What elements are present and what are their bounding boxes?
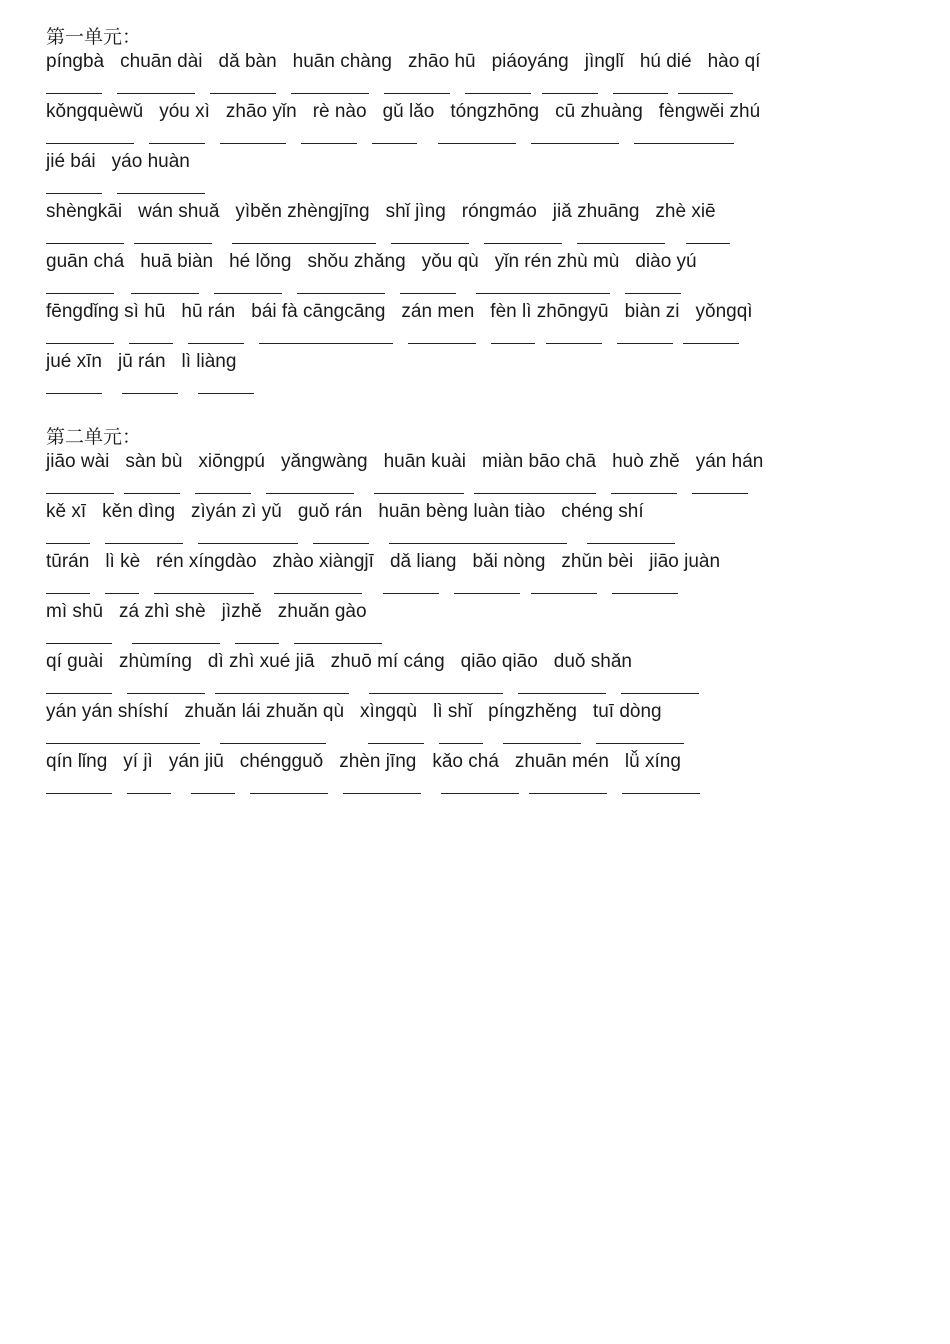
pinyin-word: cū zhuàng (555, 101, 643, 122)
answer-blank[interactable] (587, 543, 675, 544)
pinyin-word: gǔ lǎo (382, 101, 435, 122)
pinyin-word: huò zhě (612, 451, 680, 472)
pinyin-word: zán men (401, 301, 475, 322)
pinyin-word: yí jì (123, 751, 153, 772)
pinyin-word: rè nào (312, 101, 367, 122)
answer-blank[interactable] (518, 693, 606, 694)
answer-blank[interactable] (531, 143, 619, 144)
answer-blank-row (46, 624, 906, 650)
pinyin-word: bǎi nòng (472, 551, 546, 572)
answer-blank[interactable] (301, 143, 357, 144)
answer-blank[interactable] (105, 593, 139, 594)
pinyin-word: xìngqù (360, 701, 418, 722)
pinyin-word: jiāo wài (46, 451, 110, 472)
unit-2 (46, 424, 906, 800)
pinyin-word: sàn bù (125, 451, 183, 472)
answer-blank-row (46, 374, 906, 400)
answer-blank[interactable] (134, 243, 212, 244)
pinyin-word: lǚ xíng (624, 751, 681, 772)
answer-blank[interactable] (384, 93, 450, 94)
pinyin-word: zá zhì shè (119, 601, 206, 622)
answer-blank-row (46, 224, 906, 250)
answer-blank[interactable] (611, 493, 677, 494)
pinyin-word: biàn zi (624, 301, 680, 322)
answer-blank[interactable] (46, 293, 114, 294)
answer-blank[interactable] (297, 293, 385, 294)
pinyin-row (46, 200, 906, 224)
answer-blank[interactable] (105, 543, 183, 544)
answer-blank[interactable] (215, 693, 349, 694)
answer-blank[interactable] (465, 93, 531, 94)
answer-blank[interactable] (596, 743, 684, 744)
pinyin-word: huān bèng luàn tiào (378, 501, 546, 522)
answer-blank[interactable] (389, 543, 567, 544)
answer-blank[interactable] (232, 243, 376, 244)
pinyin-row (46, 50, 906, 74)
answer-blank[interactable] (343, 793, 421, 794)
pinyin-row (46, 350, 906, 374)
answer-blank[interactable] (250, 793, 328, 794)
pinyin-word: chéngguǒ (239, 751, 324, 772)
pinyin-word: mì shū (46, 601, 104, 622)
answer-blank[interactable] (46, 543, 90, 544)
answer-blank-row (46, 674, 906, 700)
answer-blank[interactable] (683, 343, 739, 344)
answer-blank[interactable] (46, 643, 112, 644)
pinyin-word: yìběn zhèngjīng (235, 201, 370, 222)
answer-blank[interactable] (291, 93, 369, 94)
answer-blank[interactable] (454, 593, 520, 594)
answer-blank[interactable] (131, 293, 199, 294)
pinyin-word: yóu xì (159, 101, 210, 122)
pinyin-word: zhào xiàngjī (272, 551, 374, 572)
pinyin-row (46, 750, 906, 774)
answer-blank-row (46, 774, 906, 800)
pinyin-row (46, 300, 906, 324)
answer-blank-row (46, 174, 906, 200)
answer-blank-row (46, 574, 906, 600)
pinyin-word: zhuō mí cáng (330, 651, 445, 672)
answer-blank[interactable] (46, 143, 134, 144)
unit-title: 第一单元： (46, 26, 142, 48)
answer-blank[interactable] (127, 793, 171, 794)
pinyin-word: jié bái (46, 151, 96, 172)
pinyin-word: zhèn jīng (339, 751, 417, 772)
answer-blank[interactable] (191, 793, 235, 794)
pinyin-row (46, 450, 906, 474)
answer-blank[interactable] (617, 343, 673, 344)
answer-blank[interactable] (198, 543, 298, 544)
pinyin-word: kě xī (46, 501, 87, 522)
answer-blank[interactable] (622, 793, 700, 794)
answer-blank[interactable] (122, 393, 178, 394)
pinyin-word: yǐn rén zhù mù (494, 251, 620, 272)
pinyin-row (46, 700, 906, 724)
answer-blank[interactable] (678, 93, 733, 94)
answer-blank[interactable] (374, 493, 464, 494)
answer-blank[interactable] (476, 293, 610, 294)
pinyin-row (46, 100, 906, 124)
pinyin-word: xiōngpú (198, 451, 265, 472)
pinyin-word: kǒngquèwǔ (46, 101, 144, 122)
answer-blank[interactable] (692, 493, 748, 494)
answer-blank[interactable] (613, 93, 668, 94)
pinyin-word: kǎo chá (432, 751, 499, 772)
answer-blank[interactable] (441, 793, 519, 794)
pinyin-word: jiāo juàn (649, 551, 721, 572)
answer-blank[interactable] (313, 543, 369, 544)
answer-blank-row (46, 74, 906, 100)
answer-blank[interactable] (214, 293, 282, 294)
pinyin-word: jiǎ zhuāng (552, 201, 640, 222)
answer-blank[interactable] (634, 143, 734, 144)
pinyin-word: píngzhěng (488, 701, 577, 722)
answer-blank-row (46, 724, 906, 750)
pinyin-word: zhè xiē (655, 201, 716, 222)
answer-blank[interactable] (46, 693, 112, 694)
pinyin-word: huān kuài (383, 451, 467, 472)
answer-blank[interactable] (46, 243, 124, 244)
pinyin-word: dǎ bàn (218, 51, 277, 72)
answer-blank[interactable] (46, 593, 90, 594)
answer-blank[interactable] (369, 693, 503, 694)
answer-blank[interactable] (46, 343, 114, 344)
pinyin-word: hū rán (181, 301, 236, 322)
pinyin-row (46, 600, 906, 624)
answer-blank-row (46, 324, 906, 350)
answer-blank[interactable] (400, 293, 456, 294)
pinyin-word: qín lǐng (46, 751, 108, 772)
pinyin-word: fèn lì zhōngyū (490, 301, 609, 322)
pinyin-word: yǒu qù (421, 251, 479, 272)
pinyin-word: kěn dìng (102, 501, 176, 522)
pinyin-word: guǒ rán (297, 501, 363, 522)
answer-blank[interactable] (188, 343, 244, 344)
pinyin-word: shǐ jìng (385, 201, 446, 222)
answer-blank[interactable] (621, 693, 699, 694)
answer-blank[interactable] (132, 643, 220, 644)
pinyin-word: zhāo yǐn (225, 101, 297, 122)
answer-blank[interactable] (259, 343, 393, 344)
answer-blank[interactable] (46, 393, 102, 394)
answer-blank[interactable] (266, 493, 354, 494)
pinyin-word: shèngkāi (46, 201, 123, 222)
answer-blank-row (46, 524, 906, 550)
answer-blank[interactable] (117, 93, 195, 94)
answer-blank[interactable] (372, 143, 417, 144)
pinyin-word: zìyán zì yǔ (191, 501, 282, 522)
answer-blank[interactable] (274, 593, 362, 594)
answer-blank[interactable] (124, 493, 180, 494)
pinyin-word: huān chàng (292, 51, 392, 72)
pinyin-word: yán jiū (168, 751, 224, 772)
answer-blank[interactable] (439, 743, 483, 744)
answer-blank[interactable] (391, 243, 469, 244)
answer-blank[interactable] (542, 93, 598, 94)
answer-blank[interactable] (368, 743, 424, 744)
pinyin-word: jū rán (117, 351, 166, 372)
answer-blank[interactable] (438, 143, 516, 144)
answer-blank[interactable] (474, 493, 596, 494)
answer-blank[interactable] (46, 743, 200, 744)
pinyin-word: yán yán shíshí (46, 701, 169, 722)
answer-blank-row (46, 474, 906, 500)
pinyin-word: guān chá (46, 251, 125, 272)
pinyin-word: jué xīn (46, 351, 102, 372)
pinyin-word: zhāo hū (407, 51, 476, 72)
answer-blank[interactable] (46, 93, 102, 94)
pinyin-word: fēngdǐng sì hū (46, 301, 166, 322)
answer-blank[interactable] (46, 493, 114, 494)
answer-blank[interactable] (154, 593, 254, 594)
answer-blank[interactable] (686, 243, 730, 244)
pinyin-word: tuī dòng (592, 701, 662, 722)
answer-blank[interactable] (198, 393, 254, 394)
answer-blank[interactable] (210, 93, 276, 94)
pinyin-word: chuān dài (120, 51, 203, 72)
pinyin-word: shǒu zhǎng (307, 251, 406, 272)
pinyin-word: jìzhě (221, 601, 262, 622)
pinyin-word: bái fà cāngcāng (251, 301, 386, 322)
pinyin-word: tóngzhōng (450, 101, 540, 122)
answer-blank[interactable] (195, 493, 251, 494)
pinyin-word: yán hán (695, 451, 764, 472)
pinyin-word: rén xíngdào (156, 551, 257, 572)
unit-title: 第二单元： (46, 426, 142, 448)
answer-blank[interactable] (491, 343, 535, 344)
unit-1 (46, 24, 906, 400)
pinyin-word: dǎ liang (389, 551, 457, 572)
answer-blank[interactable] (220, 743, 326, 744)
answer-blank[interactable] (531, 593, 597, 594)
pinyin-word: zhuǎn lái zhuǎn qù (184, 701, 345, 722)
answer-blank[interactable] (383, 593, 439, 594)
pinyin-word: lì shǐ (433, 701, 473, 722)
pinyin-row (46, 500, 906, 524)
answer-blank[interactable] (129, 343, 173, 344)
pinyin-word: hú dié (639, 51, 692, 72)
pinyin-word: hào qí (707, 51, 761, 72)
pinyin-word: lì liàng (181, 351, 237, 372)
pinyin-word: zhǔn bèi (561, 551, 634, 572)
answer-blank[interactable] (46, 793, 112, 794)
pinyin-word: zhùmíng (119, 651, 192, 672)
answer-blank[interactable] (46, 193, 102, 194)
answer-blank[interactable] (408, 343, 476, 344)
pinyin-word: huā biàn (140, 251, 214, 272)
answer-blank[interactable] (529, 793, 607, 794)
pinyin-word: miàn bāo chā (482, 451, 597, 472)
pinyin-word: róngmáo (461, 201, 537, 222)
pinyin-word: zhuǎn gào (277, 601, 367, 622)
pinyin-word: dì zhì xué jiā (207, 651, 315, 672)
pinyin-word: jìnglǐ (584, 51, 624, 72)
answer-blank[interactable] (117, 193, 205, 194)
pinyin-word: diào yú (635, 251, 697, 272)
pinyin-word: chéng shí (561, 501, 644, 522)
answer-blank[interactable] (149, 143, 205, 144)
answer-blank[interactable] (127, 693, 205, 694)
pinyin-row (46, 550, 906, 574)
answer-blank[interactable] (577, 243, 665, 244)
answer-blank[interactable] (546, 343, 602, 344)
pinyin-word: yǒngqì (695, 301, 753, 322)
pinyin-word: yáo huàn (111, 151, 190, 172)
answer-blank[interactable] (220, 143, 286, 144)
pinyin-word: zhuān mén (514, 751, 609, 772)
pinyin-row (46, 250, 906, 274)
pinyin-word: duǒ shǎn (553, 651, 632, 672)
pinyin-word: piáoyáng (491, 51, 569, 72)
pinyin-word: qiāo qiāo (460, 651, 538, 672)
answer-blank[interactable] (612, 593, 678, 594)
pinyin-word: hé lǒng (229, 251, 292, 272)
pinyin-word: píngbà (46, 51, 105, 72)
answer-blank-row (46, 124, 906, 150)
answer-blank-row (46, 274, 906, 300)
pinyin-word: qí guài (46, 651, 104, 672)
answer-blank[interactable] (235, 643, 279, 644)
pinyin-word: tūrán (46, 551, 90, 572)
answer-blank[interactable] (294, 643, 382, 644)
answer-blank[interactable] (625, 293, 681, 294)
pinyin-row (46, 650, 906, 674)
pinyin-word: yǎngwàng (280, 451, 368, 472)
answer-blank[interactable] (484, 243, 562, 244)
pinyin-word: wán shuǎ (138, 201, 220, 222)
answer-blank[interactable] (503, 743, 581, 744)
pinyin-word: lì kè (105, 551, 141, 572)
pinyin-word: fèngwěi zhú (658, 101, 761, 122)
pinyin-row (46, 150, 906, 174)
